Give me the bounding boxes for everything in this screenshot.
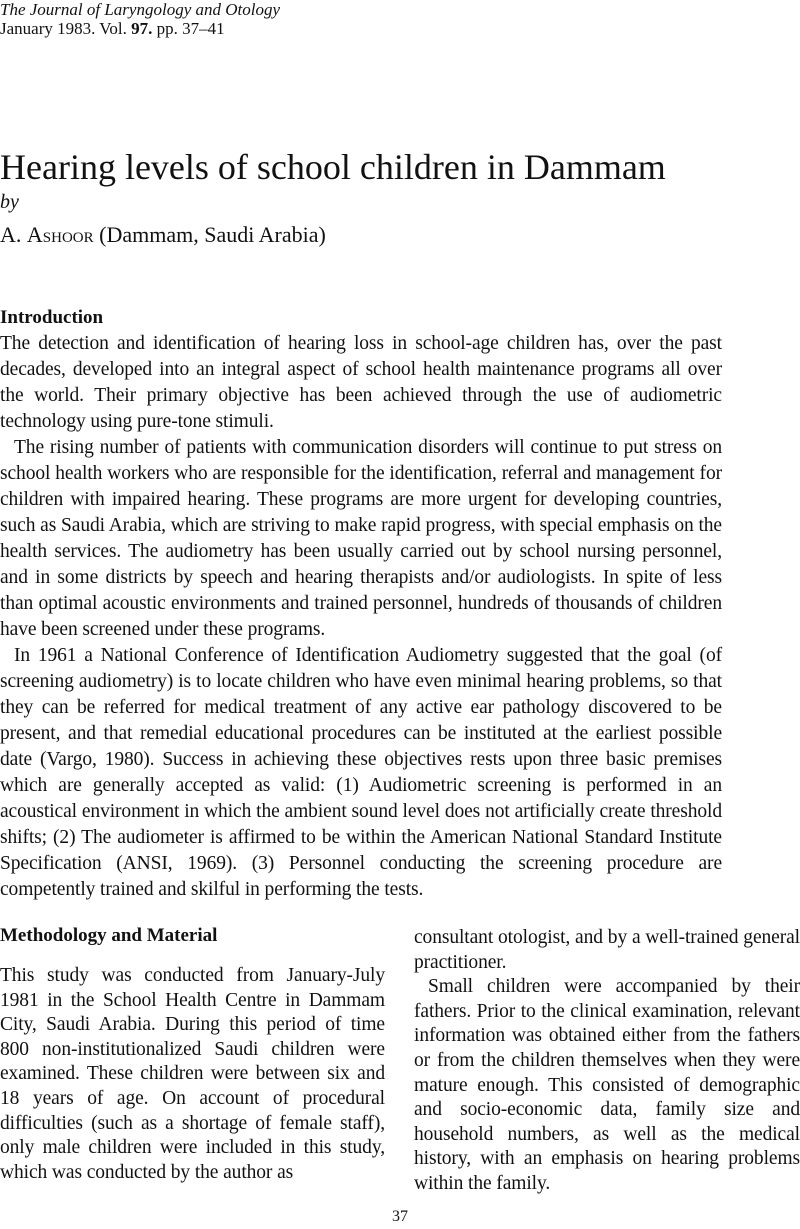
- methodology-continuation: consultant otologist, and by a well-trained general practitioner.: [414, 927, 800, 973]
- page-number: 37: [392, 1208, 408, 1225]
- issue-prefix: January 1983. Vol.: [0, 19, 127, 38]
- author-line: [0, 222, 326, 248]
- intro-paragraph: The rising number of patients with communication disorders will continue to put stress on school health workers who are responsible for the identification, referral and management for children with impaired hearing. These programs are more urgent for developing countries, such as Saudi Arabia, which are striving to make rapid progress, with special emphasis on the health services. The audiometry has been usually carried out by school nursing personnel, and in some districts by speech and hearing therapists and/or audiologists. In spite of less than optimal acoustic environments and trained personnel, hundreds of thousands of children have been screened under these programs.: [0, 437, 722, 640]
- intro-paragraph: In 1961 a National Conference of Identification Audiometry suggested that the goal (of screening audiometry) is to locate children who have even minimal hearing problems, so that they can be referred for medical treatment of any active ear pathology discovered to be present, and that remedial educational procedures can be instituted at the earliest possible date (Vargo, 1980). Success in achieving these objectives rests upon three basic premises which are generally accepted as valid: (1) Audiometric screening is performed in an acoustical environment in which the ambient sound level does not artificially create threshold shifts; (2) The audiometer is affirmed to be within the American National Standard Institute Specification (ANSI, 1969). (3) Personnel conducting the screening procedure are competently trained and skilful in performing the tests.: [0, 645, 722, 900]
- methodology-heading: Methodology and Material: [0, 925, 218, 946]
- methodology-paragraph: Small children were accompanied by their fathers. Prior to the clinical examination, relevant information was obtained either from the fathers or from the children themselves when they were mature enough. This consisted of demographic and socio-economic data, family size and household numbers, as well as the medical history, with an emphasis on hearing problems within the family.: [414, 976, 800, 1194]
- methodology-paragraph: This study was conducted from January-July 1981 in the School Health Centre in Dammam City, Saudi Arabia. During this period of time 800 non-institutionalized Saudi children were examined. These children were between six and 18 years of age. On account of procedural difficulties (such as a shortage of female staff), only male children were included in this study, which was conducted by the author as: [0, 965, 385, 1183]
- methodology-right-column: [414, 926, 800, 1197]
- volume-number: 97.: [131, 19, 153, 38]
- introduction-body: [0, 331, 722, 903]
- journal-header: [0, 0, 280, 38]
- article-title: Hearing levels of school children in Dammam: [0, 147, 666, 187]
- author-initial: A.: [0, 222, 22, 247]
- author-surname: Ashoor: [26, 222, 94, 247]
- methodology-left-column: [0, 964, 385, 1185]
- issue-info: [0, 19, 280, 38]
- byline-by: by: [0, 191, 19, 213]
- author-affiliation: (Dammam, Saudi Arabia): [99, 222, 326, 247]
- introduction-heading: Introduction: [0, 307, 104, 328]
- page-range: pp. 37–41: [156, 19, 225, 38]
- journal-name: The Journal of Laryngology and Otology: [0, 0, 281, 19]
- intro-paragraph: The detection and identification of hearing loss in school-age children has, over the past decades, developed into an integral aspect of school health maintenance programs all over the world. Their primary objective has been achieved through the use of audiometric technology using pure-tone stimuli.: [0, 333, 722, 432]
